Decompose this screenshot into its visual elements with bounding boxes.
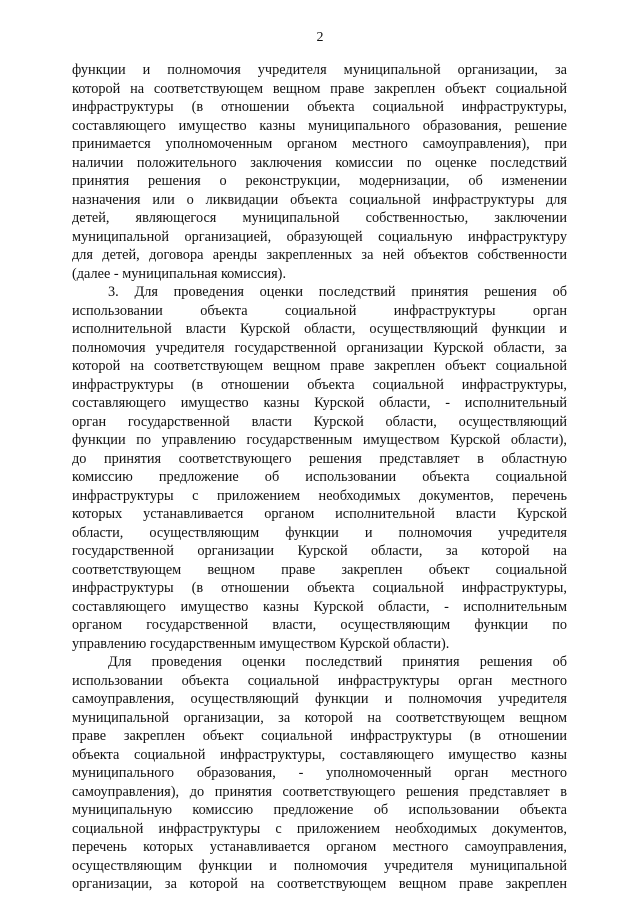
text-line: орган государственной власти Курской области, осуществляющий [72,413,567,430]
text-line: для детей, договора аренды закрепленных за ней объектов собственности [72,247,567,263]
text-line: принимается уполномоченным органом местного самоуправления), при [72,136,567,152]
text-line: исполнительной власти Курской области, осуществляющий функции и [72,321,567,337]
text-line: полномочия учредителя государственной организации Курской области, за [72,339,567,356]
text-line: 3. Для проведения оценки последствий принятия решения об [108,284,567,300]
text-line: организации, за которой на соответствующем вещном праве закреплен [72,876,567,892]
document-body [72,61,567,894]
text-line: Для проведения оценки последствий принятия решения об [108,654,567,670]
text-line: праве закреплен объект социальной инфраструктуры (в отношении [72,728,567,744]
text-line: составляющего имущество казны муниципального образования, решение [72,117,567,134]
text-line: инфраструктуры (в отношении объекта социальной инфраструктуры, [72,580,567,596]
text-line: муниципальной организации, за которой на соответствующем вещном [72,709,567,726]
text-line: осуществляющим функции и полномочия учредителя муниципальной [72,857,567,874]
text-line: использовании объекта социальной инфраструктуры орган местного [72,672,567,689]
text-line: самоуправления), до принятия соответствующего решения представляет в [72,783,567,800]
text-line: социальной инфраструктуры с приложением необходимых документов, [72,820,567,837]
text-line: которой на соответствующем вещном праве закреплен объект социальной [72,358,567,374]
page-number: 2 [316,30,324,45]
text-line: которой на соответствующем вещном праве закреплен объект социальной [72,80,567,97]
paragraph [72,653,567,894]
paragraph [72,283,567,653]
text-line: перечень которых устанавливается органом местного самоуправления, [72,839,567,855]
text-line: назначения или о ликвидации объекта социальной инфраструктуры для [72,191,567,208]
text-line: использовании объекта социальной инфраструктуры орган [72,302,567,319]
text-line: (далее - муниципальная комиссия). [72,265,287,282]
text-line: объекта социальной инфраструктуры, составляющего имущество казны [72,746,567,763]
text-line: составляющего имущество казны Курской области, - исполнительным [72,598,567,615]
text-line: наличии положительного заключения комиссии по оценке последствий [72,154,567,171]
text-line: муниципального образования, - уполномоченный орган местного [72,765,567,781]
text-line: муниципальную комиссию предложение об использовании объекта [72,802,567,818]
text-line: функции и полномочия учредителя муниципальной организации, за [72,62,567,78]
text-line: управлению государственным имуществом Курской области). [72,635,450,652]
text-line: составляющего имущество казны Курской области, - исполнительный [72,395,567,411]
text-line: инфраструктуры с приложением необходимых документов, перечень [72,487,567,504]
text-line: инфраструктуры (в отношении объекта социальной инфраструктуры, [72,99,567,115]
text-line: области, осуществляющим функции и полномочия учредителя [72,524,567,541]
text-line: принятия решения о реконструкции, модернизации, об изменении [72,173,567,189]
text-line: самоуправления, осуществляющий функции и полномочия учредителя [72,691,567,707]
paragraph [72,61,567,283]
text-line: детей, являющегося муниципальной собственностью, заключении [72,210,567,226]
text-line: органом государственной власти, осуществляющим функции по [72,617,567,633]
text-line: муниципальной организацией, образующей социальную инфраструктуру [72,228,567,245]
text-line: функции по управлению государственным имуществом Курской области), [72,432,567,448]
text-line: инфраструктуры (в отношении объекта социальной инфраструктуры, [72,376,567,393]
text-line: государственной организации Курской области, за которой на [72,543,567,559]
text-line: соответствующем вещном праве закреплен объект социальной [72,561,567,578]
text-line: комиссию предложение об использовании объекта социальной [72,469,567,485]
text-line: которых устанавливается органом исполнительной власти Курской [72,506,567,522]
text-line: до принятия соответствующего решения представляет в областную [72,450,567,467]
